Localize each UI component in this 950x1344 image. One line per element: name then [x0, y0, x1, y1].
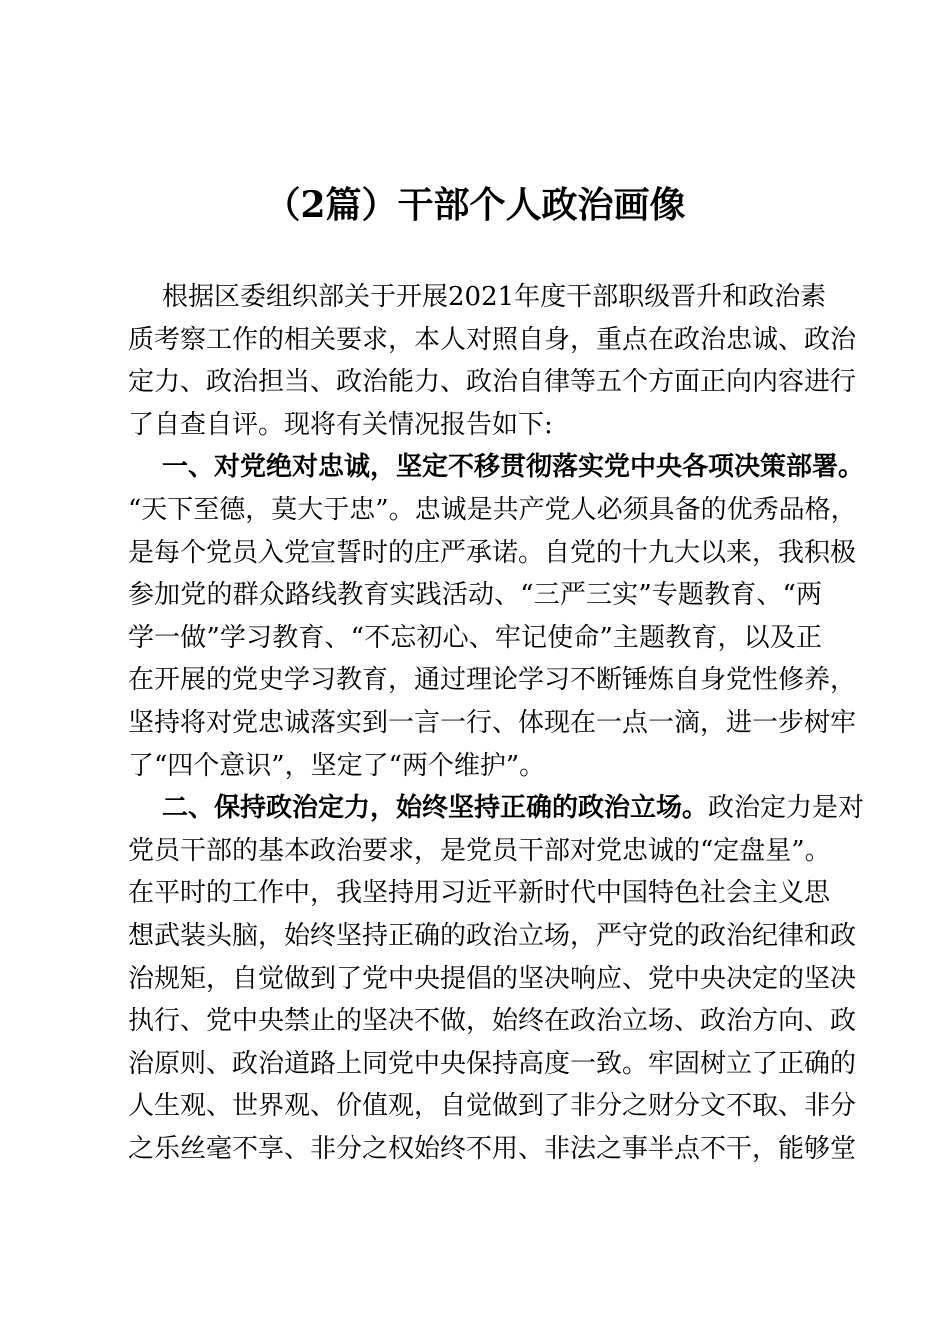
line-text: 定力、政治担当、政治能力、政治自律等五个方面正向内容进行	[128, 367, 857, 398]
text-line	[128, 872, 831, 915]
section-heading: 一、对党绝对忠诚，坚定不移贯彻落实党中央各项决策部署。	[162, 452, 865, 483]
text-line	[128, 361, 857, 404]
text-line	[128, 1085, 857, 1128]
text-line	[128, 702, 857, 745]
text-line	[128, 319, 857, 362]
line-text: “天下至德，莫大于忠”。忠诚是共产党人必须具备的优秀品格，	[128, 494, 857, 525]
document-body	[128, 276, 865, 1170]
line-text: 参加党的群众路线教育实践活动、“三严三实”专题教育、“两	[128, 580, 822, 611]
text-line	[128, 489, 857, 532]
line-text: 根据区委组织部关于开展2021年度干部职级晋升和政治素	[162, 282, 827, 312]
line-text: 在平时的工作中，我坚持用习近平新时代中国特色社会主义思	[128, 878, 831, 909]
line-text: 党员干部的基本政治要求，是党员干部对党忠诚的“定盘星”。	[128, 835, 831, 866]
text-line	[128, 532, 857, 575]
text-line	[128, 830, 831, 873]
line-text: 坚持将对党忠诚落实到一言一行、体现在一点一滴，进一步树牢	[128, 707, 857, 738]
line-text: 治规矩，自觉做到了党中央提倡的坚决响应、党中央决定的坚决	[128, 963, 857, 994]
line-text: 人生观、世界观、价值观，自觉做到了非分之财分文不取、非分	[128, 1091, 857, 1122]
text-line	[128, 787, 865, 830]
text-line	[128, 1043, 857, 1086]
line-text: 学一做”学习教育、“不忘初心、牢记使命”主题教育，以及正	[128, 622, 822, 653]
text-line	[128, 1128, 857, 1171]
text-line	[128, 617, 822, 660]
text-line	[128, 446, 865, 489]
line-text: 之乐丝毫不享、非分之权始终不用、非法之事半点不干，能够堂	[128, 1133, 857, 1164]
section-heading: 二、保持政治定力，始终坚持正确的政治立场。	[162, 793, 709, 824]
document-title: （2篇）干部个人政治画像	[264, 184, 686, 226]
line-text: 是每个党员入党宣誓时的庄严承诺。自党的十九大以来，我积极	[128, 537, 857, 568]
line-text: 想武装头脑，始终坚持正确的政治立场，严守党的政治纪律和政	[128, 920, 857, 951]
text-line	[128, 574, 822, 617]
text-line	[128, 276, 827, 319]
line-text: 质考察工作的相关要求，本人对照自身，重点在政治忠诚、政治	[128, 324, 857, 355]
text-line	[128, 915, 857, 958]
text-line	[128, 958, 857, 1001]
line-text: 了自查自评。现将有关情况报告如下:	[128, 409, 553, 440]
line-text: 了“四个意识”，坚定了“两个维护”。	[128, 750, 546, 781]
text-line	[128, 659, 857, 702]
text-line	[128, 1000, 857, 1043]
line-text: 在开展的党史学习教育，通过理论学习不断锤炼自身党性修养，	[128, 665, 857, 696]
text-line	[128, 745, 822, 788]
line-text: 治原则、政治道路上同党中央保持高度一致。牢固树立了正确的	[128, 1048, 857, 1079]
line-text: 政治定力是对	[708, 793, 865, 824]
text-line	[128, 404, 822, 447]
line-text: 执行、党中央禁止的坚决不做，始终在政治立场、政治方向、政	[128, 1006, 857, 1037]
